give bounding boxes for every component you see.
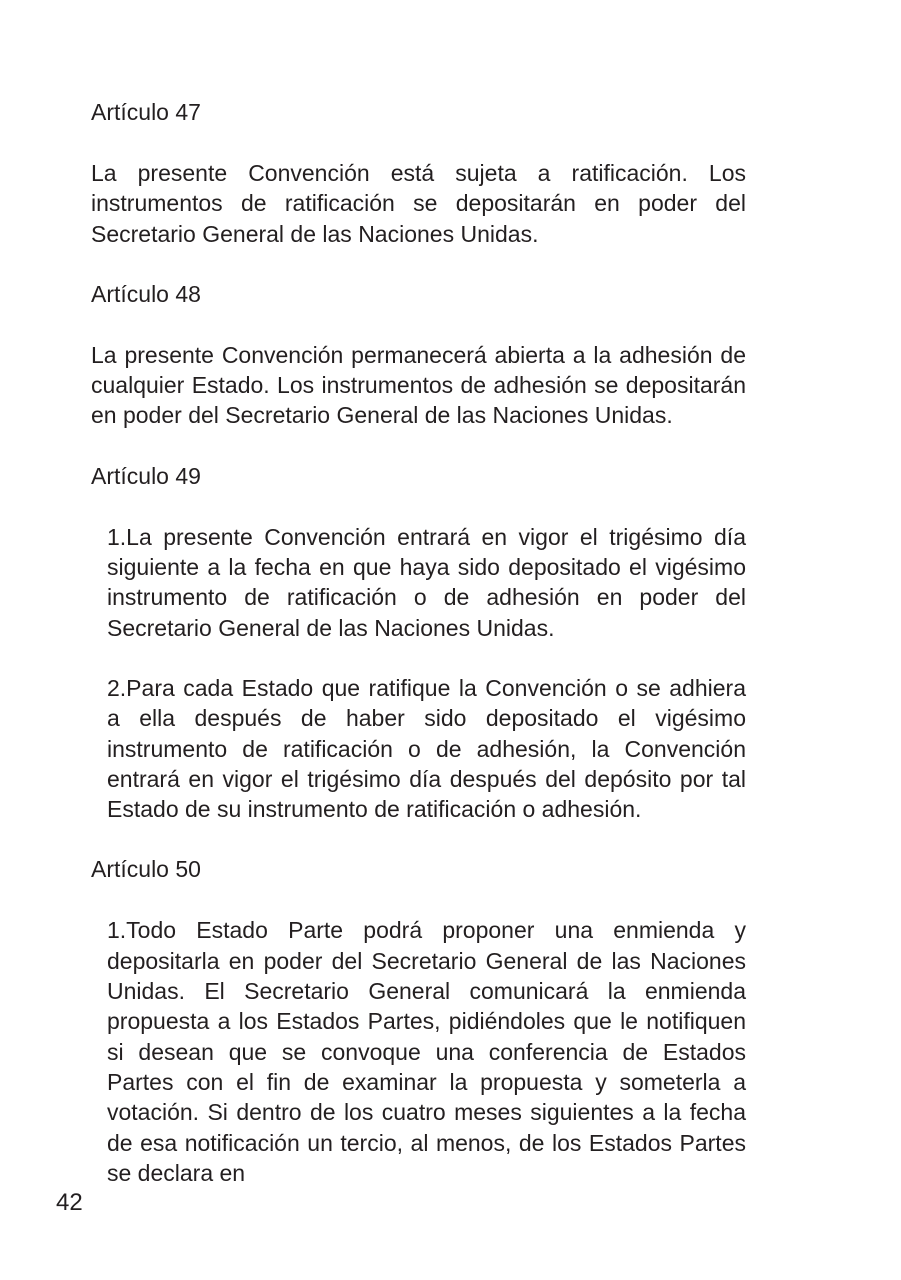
article-48-heading: Artículo 48 [91, 280, 201, 307]
article-50-heading: Artículo 50 [91, 856, 201, 883]
article-49-item-2: 2.Para cada Estado que ratifique la Convención o se adhiera a ella después de haber sido depositado el vigésimo instrumento de ratificación o de adhesión, la Convención entrará en vigor el trigésimo día después del depósito por tal Estado de su instrumento de ratificación o adhesión. [107, 674, 746, 823]
article-47-paragraph: La presente Convención está sujeta a ratificación. Los instrumentos de ratificación se depositarán en poder del Secretario General de las Naciones Unidas. [91, 160, 746, 247]
article-50-item-1: 1.Todo Estado Parte podrá proponer una enmienda y depositarla en poder del Secretario General de las Naciones Unidas. El Secretario General comunicará la enmienda propuesta a los Estados Partes, pidiéndoles que le notifiquen si desean que se convoque una conferencia de Estados Partes con el fin de examinar la propuesta y someterla a votación. Si dentro de los cuatro meses siguientes a la fecha de esa notificación un tercio, al menos, de los Estados Partes se declara en [107, 917, 746, 1186]
page-number: 42 [56, 1189, 83, 1216]
page-content [91, 97, 746, 1218]
article-47-heading: Artículo 47 [91, 99, 201, 125]
article-49-heading: Artículo 49 [91, 462, 201, 489]
article-49-item-1: 1.La presente Convención entrará en vigor el trigésimo día siguiente a la fecha en que haya sido depositado el vigésimo instrumento de ratificación o de adhesión en poder del Secretario General de las Naciones Unidas. [107, 523, 746, 641]
article-48-paragraph: La presente Convención permanecerá abierta a la adhesión de cualquier Estado. Los instrumentos de adhesión se depositarán en poder del Secretario General de las Naciones Unidas. [91, 341, 746, 429]
